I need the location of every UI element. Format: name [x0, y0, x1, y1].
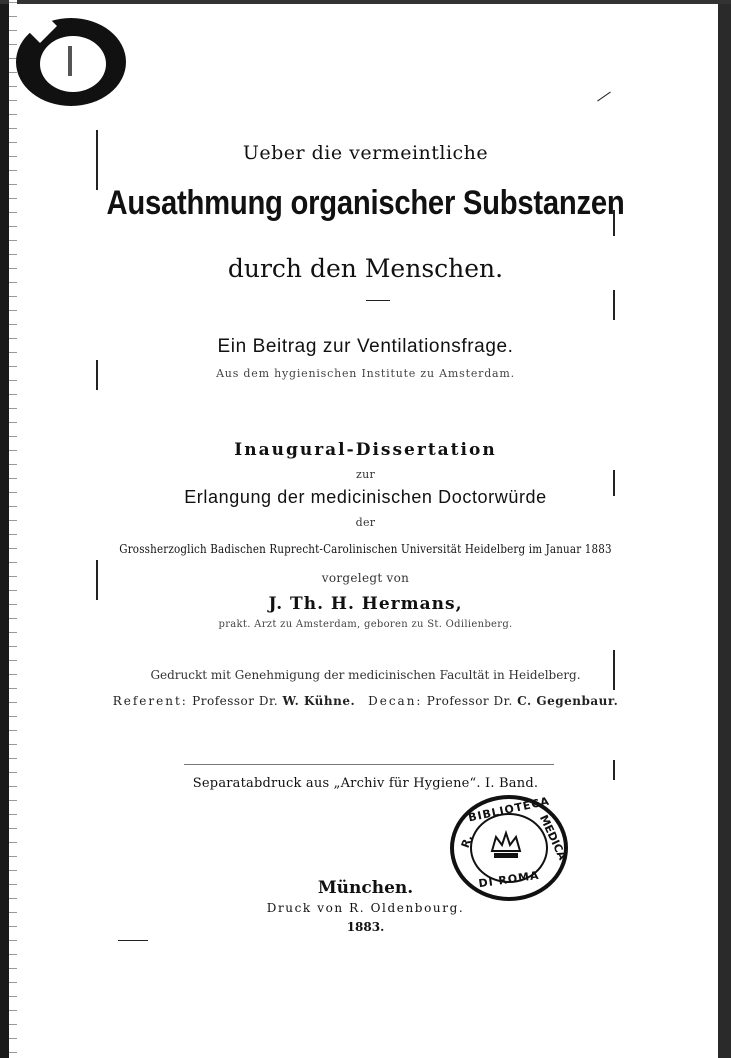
separatabdruck-line: Separatabdruck aus „Archiv für Hygiene“. I. Band. — [192, 776, 539, 791]
author-info: prakt. Arzt zu Amsterdam, geboren zu St. Odilienberg. — [218, 619, 513, 630]
dekan-title: Professor Dr. — [426, 694, 513, 708]
pretitle: Ueber die vermeintliche — [242, 142, 489, 164]
referent-line — [0, 694, 731, 708]
vorgelegt-line: vorgelegt von — [321, 571, 410, 585]
top-left-stamp — [16, 18, 126, 106]
main-title: Ausathmung organischer Substanzen — [106, 184, 625, 222]
city-line: München. — [317, 878, 414, 898]
printer-line: Druck von R. Oldenbourg. — [266, 901, 465, 915]
top-page-edge — [0, 0, 731, 4]
stamp-left-letter: R. — [458, 833, 476, 850]
erlangung-line: Erlangung der medicinischen Doctorwürde — [184, 487, 547, 507]
university-line: Grossherzoglich Badischen Ruprecht-Carolinischen Universität Heidelberg im Januar 1883 — [119, 542, 612, 556]
gedruckt-line: Gedruckt mit Genehmigung der medicinischen Facultät in Heidelberg. — [150, 668, 581, 682]
corner-mark — [597, 92, 611, 102]
stamp-right-word: MEDICA — [536, 812, 570, 863]
stamp-top-word: BIBLIOTECA — [467, 794, 551, 825]
separator-rule — [184, 764, 554, 765]
der-line: der — [355, 516, 376, 529]
referent-title: Professor Dr. — [192, 694, 279, 708]
subtitle: durch den Menschen. — [227, 254, 504, 283]
year-line: 1883. — [346, 920, 385, 934]
contribution-line: Ein Beitrag zur Ventilationsfrage. — [217, 336, 514, 357]
zur-line: zur — [355, 468, 376, 481]
margin-mark — [613, 290, 615, 320]
dekan-label: Decan: — [368, 694, 423, 708]
referent-label: Referent: — [112, 694, 188, 708]
dekan-name: C. Gegenbaur. — [517, 694, 619, 708]
dissertation-heading: Inaugural-Dissertation — [234, 440, 497, 460]
title-divider — [366, 300, 390, 301]
corner-mark — [118, 940, 148, 941]
crown-emblem-icon — [486, 827, 526, 863]
author-name: J. Th. H. Hermans, — [268, 594, 463, 614]
referent-name: W. Kühne. — [282, 694, 356, 708]
stamp-bottom-word: DI ROMA — [477, 868, 541, 891]
institute-line: Aus dem hygienischen Institute zu Amsterdam. — [216, 367, 515, 380]
